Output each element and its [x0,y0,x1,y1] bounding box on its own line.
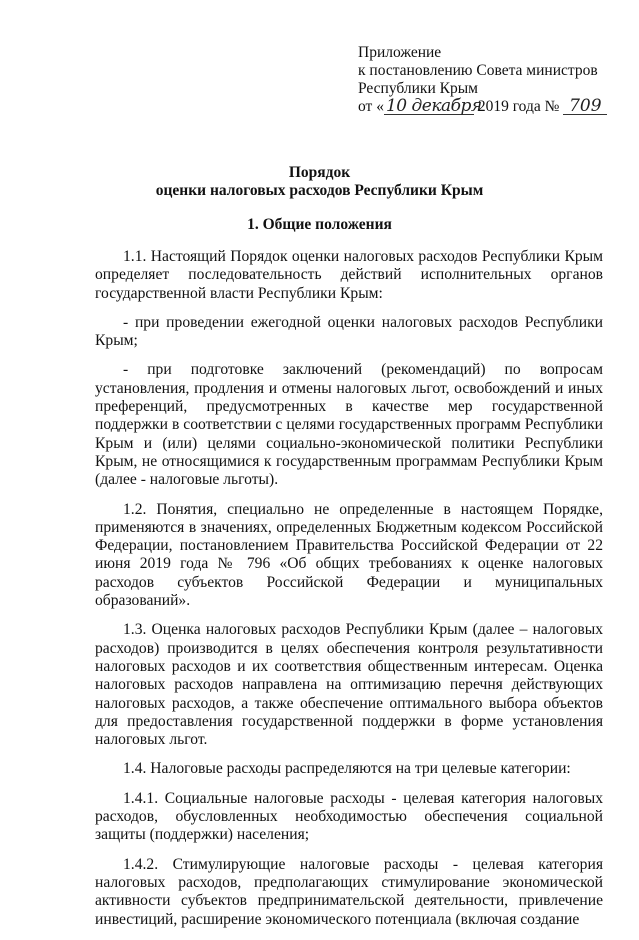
paragraph: 1.2. Понятия, специально не определенные в настоящем Порядке, применяются в значениях, определенных Бюджетным кодексом Российской Федерации, постановлением Правительства Российской Федерации от 22 июня 2019 года № 796 «Об общих требованиях к оценке налоговых расходов субъектов Российской Федерации и муниципальных образований». [95,500,603,610]
paragraph: 1.4. Налоговые расходы распределяются на три целевые категории: [123,760,571,778]
section-heading: 1. Общие положения [247,216,392,233]
document-body [95,248,603,940]
appendix-resolution: к постановлению Совета министров [358,62,598,79]
document-title: Порядок [288,164,351,181]
paragraph: 1.4.2. Стимулирующие налоговые расходы - целевая категория налоговых расходов, предполагающих стимулирование экономической активности субъектов предпринимательской деятельности, привлечение инвестиций, расширение экономического потенциала (включая создание [95,855,603,928]
appendix-label: Приложение [358,44,442,61]
paragraph: 1.1. Настоящий Порядок оценки налоговых расходов Республики Крым определяет последовательность действий исполнительных органов государственной власти Республики Крым: [95,248,603,302]
handwritten-date: 10 декабря [385,96,482,116]
handwritten-number: 709 [563,98,607,115]
paragraph: - при проведении ежегодной оценки налоговых расходов Республики Крым; [95,313,603,350]
date-prefix: от « [358,98,384,115]
appendix-block [358,44,628,116]
year-text: 2019 года № [473,98,560,115]
appendix-republic: Республики Крым [358,80,478,97]
document-subtitle: оценки налоговых расходов Республики Крым [155,182,484,199]
paragraph: 1.4.1. Социальные налоговые расходы - целевая категория налоговых расходов, обусловленных необходимостью обеспечения социальной защиты (поддержки) населения; [95,789,603,844]
paragraph: - при подготовке заключений (рекомендаций) по вопросам установления, продления и отмены налоговых льгот, освобождений и иных преференций, предусмотренных в качестве мер государственной поддержки в соответствии с целями государственных программ Республики Крым и (или) целями социально-экономической политики Республики Крым, не относящимися к государственным программам Республики Крым (далее - налоговые льготы). [95,361,603,489]
appendix-date-line [358,98,628,116]
paragraph: 1.3. Оценка налоговых расходов Республики Крым (далее – налоговых расходов) производится в целях обеспечения контроля результативности налоговых расходов и их соответствия общественным интересам. Оценка налоговых расходов направлена на оптимизацию перечня действующих налоговых расходов, а также обеспечение оптимального выбора объектов для предоставления государственной поддержки в форме установления налоговых льгот. [95,621,603,749]
